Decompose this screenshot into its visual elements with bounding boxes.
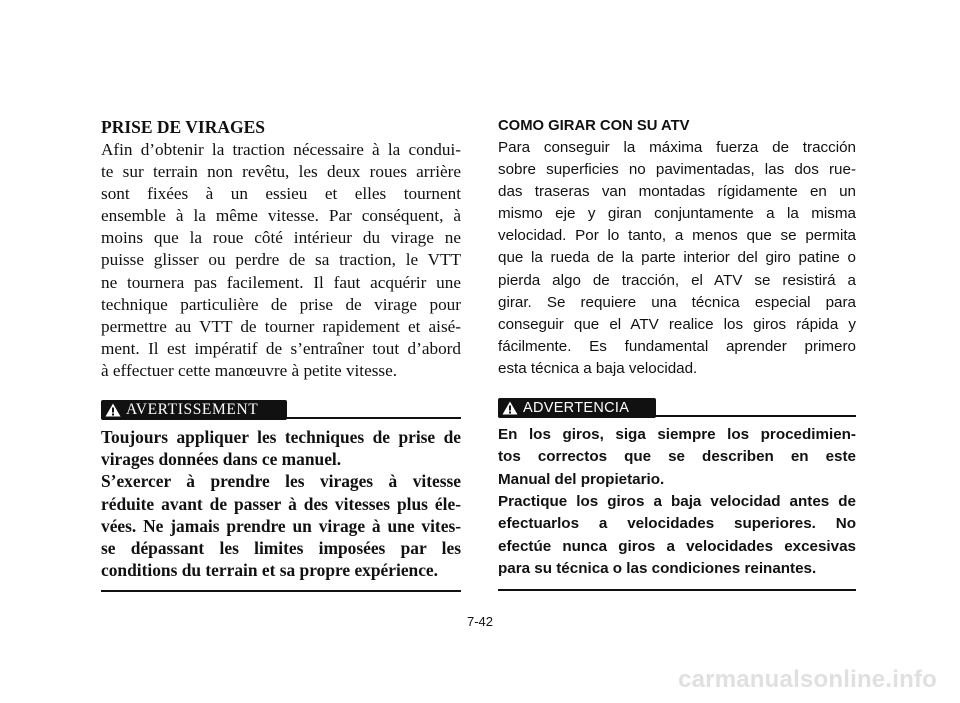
warning-line: En los giros, siga siempre los procedimien- <box>498 426 856 444</box>
body-line: moins que la roue côté intérieur du virage ne <box>101 228 461 248</box>
body-line: ensemble à la même vitesse. Par conséquent, à <box>101 206 461 226</box>
body-line: Afin d’obtenir la traction nécessaire à la condui- <box>101 140 461 159</box>
body-text-es <box>498 137 856 380</box>
warning-line: Manual del propietario. <box>498 470 665 488</box>
warning-bottom-rule <box>498 589 856 591</box>
body-line: velocidad. Por lo tanto, a menos que se permita <box>498 227 856 245</box>
body-line: conseguir que el ATV realice los giros rápida y <box>498 315 856 333</box>
warning-triangle-icon <box>105 403 121 417</box>
warning-line: vées. Ne jamais prendre un virage à une vites- <box>101 515 461 536</box>
body-line: girar. Se requiere una técnica especial para <box>498 293 856 311</box>
body-line: sobre superficies no pavimentadas, las dos rue- <box>498 161 856 179</box>
warning-header-fr <box>101 398 461 420</box>
body-line: das traseras van montadas rígidamente en un <box>498 183 856 201</box>
body-line: pierda algo de tracción, el ATV se resistirá a <box>498 271 856 289</box>
warning-line: S’exercer à prendre les virages à vitesse <box>101 471 461 492</box>
warning-line: efectúe nunca giros a velocidades excesivas <box>498 537 856 555</box>
body-line: Para conseguir la máxima fuerza de tracción <box>498 139 856 156</box>
body-line: que la rueda de la parte interior del giro patine o <box>498 249 856 267</box>
warning-bottom-rule <box>101 590 461 592</box>
warning-line: réduite avant de passer à des vitesses plus éle- <box>101 493 461 514</box>
warning-box-es <box>498 396 856 591</box>
body-line: ment. Il est impératif de s’entraîner tout d’abord <box>101 338 461 358</box>
body-line: esta técnica a baja velocidad. <box>498 359 698 377</box>
section-title-es: COMO GIRAR CON SU ATV <box>498 118 690 134</box>
body-line: te sur terrain non revêtu, les deux roues arrière <box>101 162 461 182</box>
section-title-fr: PRISE DE VIRAGES <box>101 117 266 137</box>
warning-line: tos correctos que se describen en este <box>498 448 856 466</box>
warning-badge-es <box>498 398 656 418</box>
warning-line: Practique los giros a baja velocidad antes de <box>498 492 856 510</box>
warning-box-fr <box>101 398 461 592</box>
warning-line: conditions du terrain et sa propre expérience. <box>101 560 438 581</box>
spanish-column <box>498 116 856 591</box>
body-line: fácilmente. Es fundamental aprender primero <box>498 337 856 355</box>
body-line: puisse glisser ou perdre de sa traction, le VTT <box>101 250 461 270</box>
warning-header-es <box>498 396 856 418</box>
body-line: mismo eje y giran conjuntamente a la misma <box>498 205 856 223</box>
body-line: ne tournera pas facilement. Il faut acquérir une <box>101 272 461 292</box>
warning-line: para su técnica o las condiciones reinantes. <box>498 559 817 577</box>
warning-line: se dépassant les limites imposées par les <box>101 537 461 558</box>
warning-label-es: ADVERTENCIA <box>523 400 630 417</box>
watermark: carmanualsonline.info <box>678 666 937 693</box>
page-number: 7-42 <box>466 614 494 629</box>
body-line: technique particulière de prise de virage pour <box>101 294 461 314</box>
warning-triangle-icon <box>502 401 518 415</box>
body-line: à effectuer cette manœuvre à petite vitesse. <box>101 360 398 380</box>
body-line: permettre au VTT de tourner rapidement et aisé- <box>101 316 461 336</box>
warning-line: efectuarlos a velocidades superiores. No <box>498 515 856 533</box>
warning-badge-fr <box>101 400 287 420</box>
warning-line: Toujours appliquer les techniques de prise de <box>101 427 461 448</box>
french-column <box>101 116 461 592</box>
body-text-fr <box>101 139 461 382</box>
warning-label-fr: AVERTISSEMENT <box>126 401 259 419</box>
warning-line: virages données dans ce manuel. <box>101 449 342 470</box>
body-line: sont fixées à un essieu et elles tournent <box>101 184 461 204</box>
